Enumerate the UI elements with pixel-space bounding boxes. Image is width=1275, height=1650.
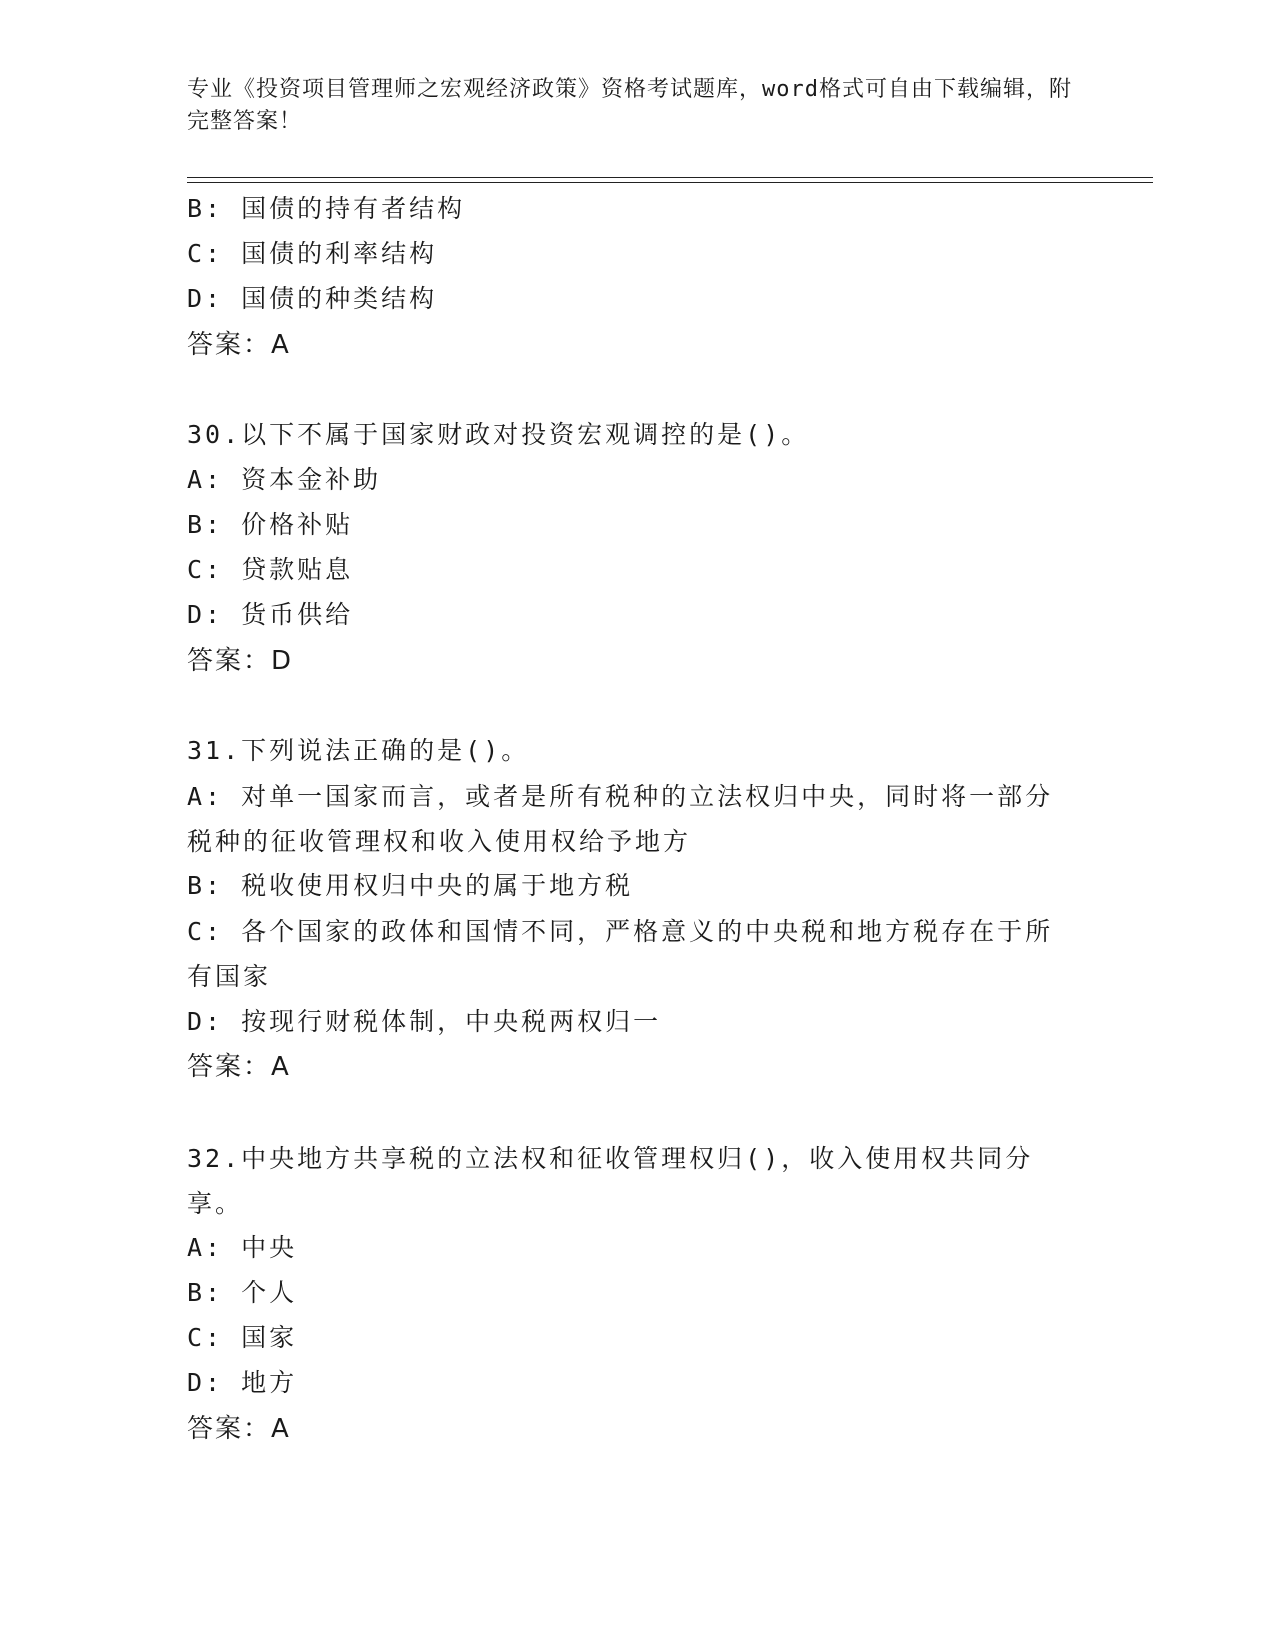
option-a: A: 中央	[187, 1233, 298, 1262]
option-b: B: 国债的持有者结构	[187, 194, 466, 223]
option-c: C: 国家	[187, 1323, 298, 1352]
document-header: 专业《投资项目管理师之宏观经济政策》资格考试题库，word格式可自由下载编辑，附完整答案！	[187, 77, 1072, 134]
option-a: A: 对单一国家而言，或者是所有税种的立法权归中央，同时将一部分税种的征收管理权和收入使用权给予地方	[187, 782, 1054, 856]
option-b: B: 税收使用权归中央的属于地方税	[187, 871, 634, 900]
option-a: A: 资本金补助	[187, 465, 382, 494]
question-32: 32.中央地方共享税的立法权和征收管理权归()，收入使用权共同分享。	[187, 1144, 1034, 1218]
header-divider-top	[187, 177, 1153, 178]
option-b: B: 个人	[187, 1278, 298, 1307]
question-31: 31.下列说法正确的是()。	[187, 736, 530, 765]
option-b: B: 价格补贴	[187, 510, 354, 539]
answer: 答案：A	[187, 330, 291, 360]
option-c: C: 国债的利率结构	[187, 239, 438, 268]
answer: 答案：D	[187, 646, 294, 676]
header-divider-bottom	[187, 182, 1153, 183]
answer: 答案：A	[187, 1414, 291, 1444]
option-d: D: 国债的种类结构	[187, 284, 438, 313]
option-c: C: 各个国家的政体和国情不同，严格意义的中央税和地方税存在于所有国家	[187, 917, 1054, 991]
option-d: D: 按现行财税体制，中央税两权归一	[187, 1007, 662, 1036]
question-30: 30.以下不属于国家财政对投资宏观调控的是()。	[187, 420, 810, 449]
option-d: D: 地方	[187, 1368, 298, 1397]
answer: 答案：A	[187, 1052, 291, 1082]
option-c: C: 贷款贴息	[187, 555, 354, 584]
option-d: D: 货币供给	[187, 600, 354, 629]
